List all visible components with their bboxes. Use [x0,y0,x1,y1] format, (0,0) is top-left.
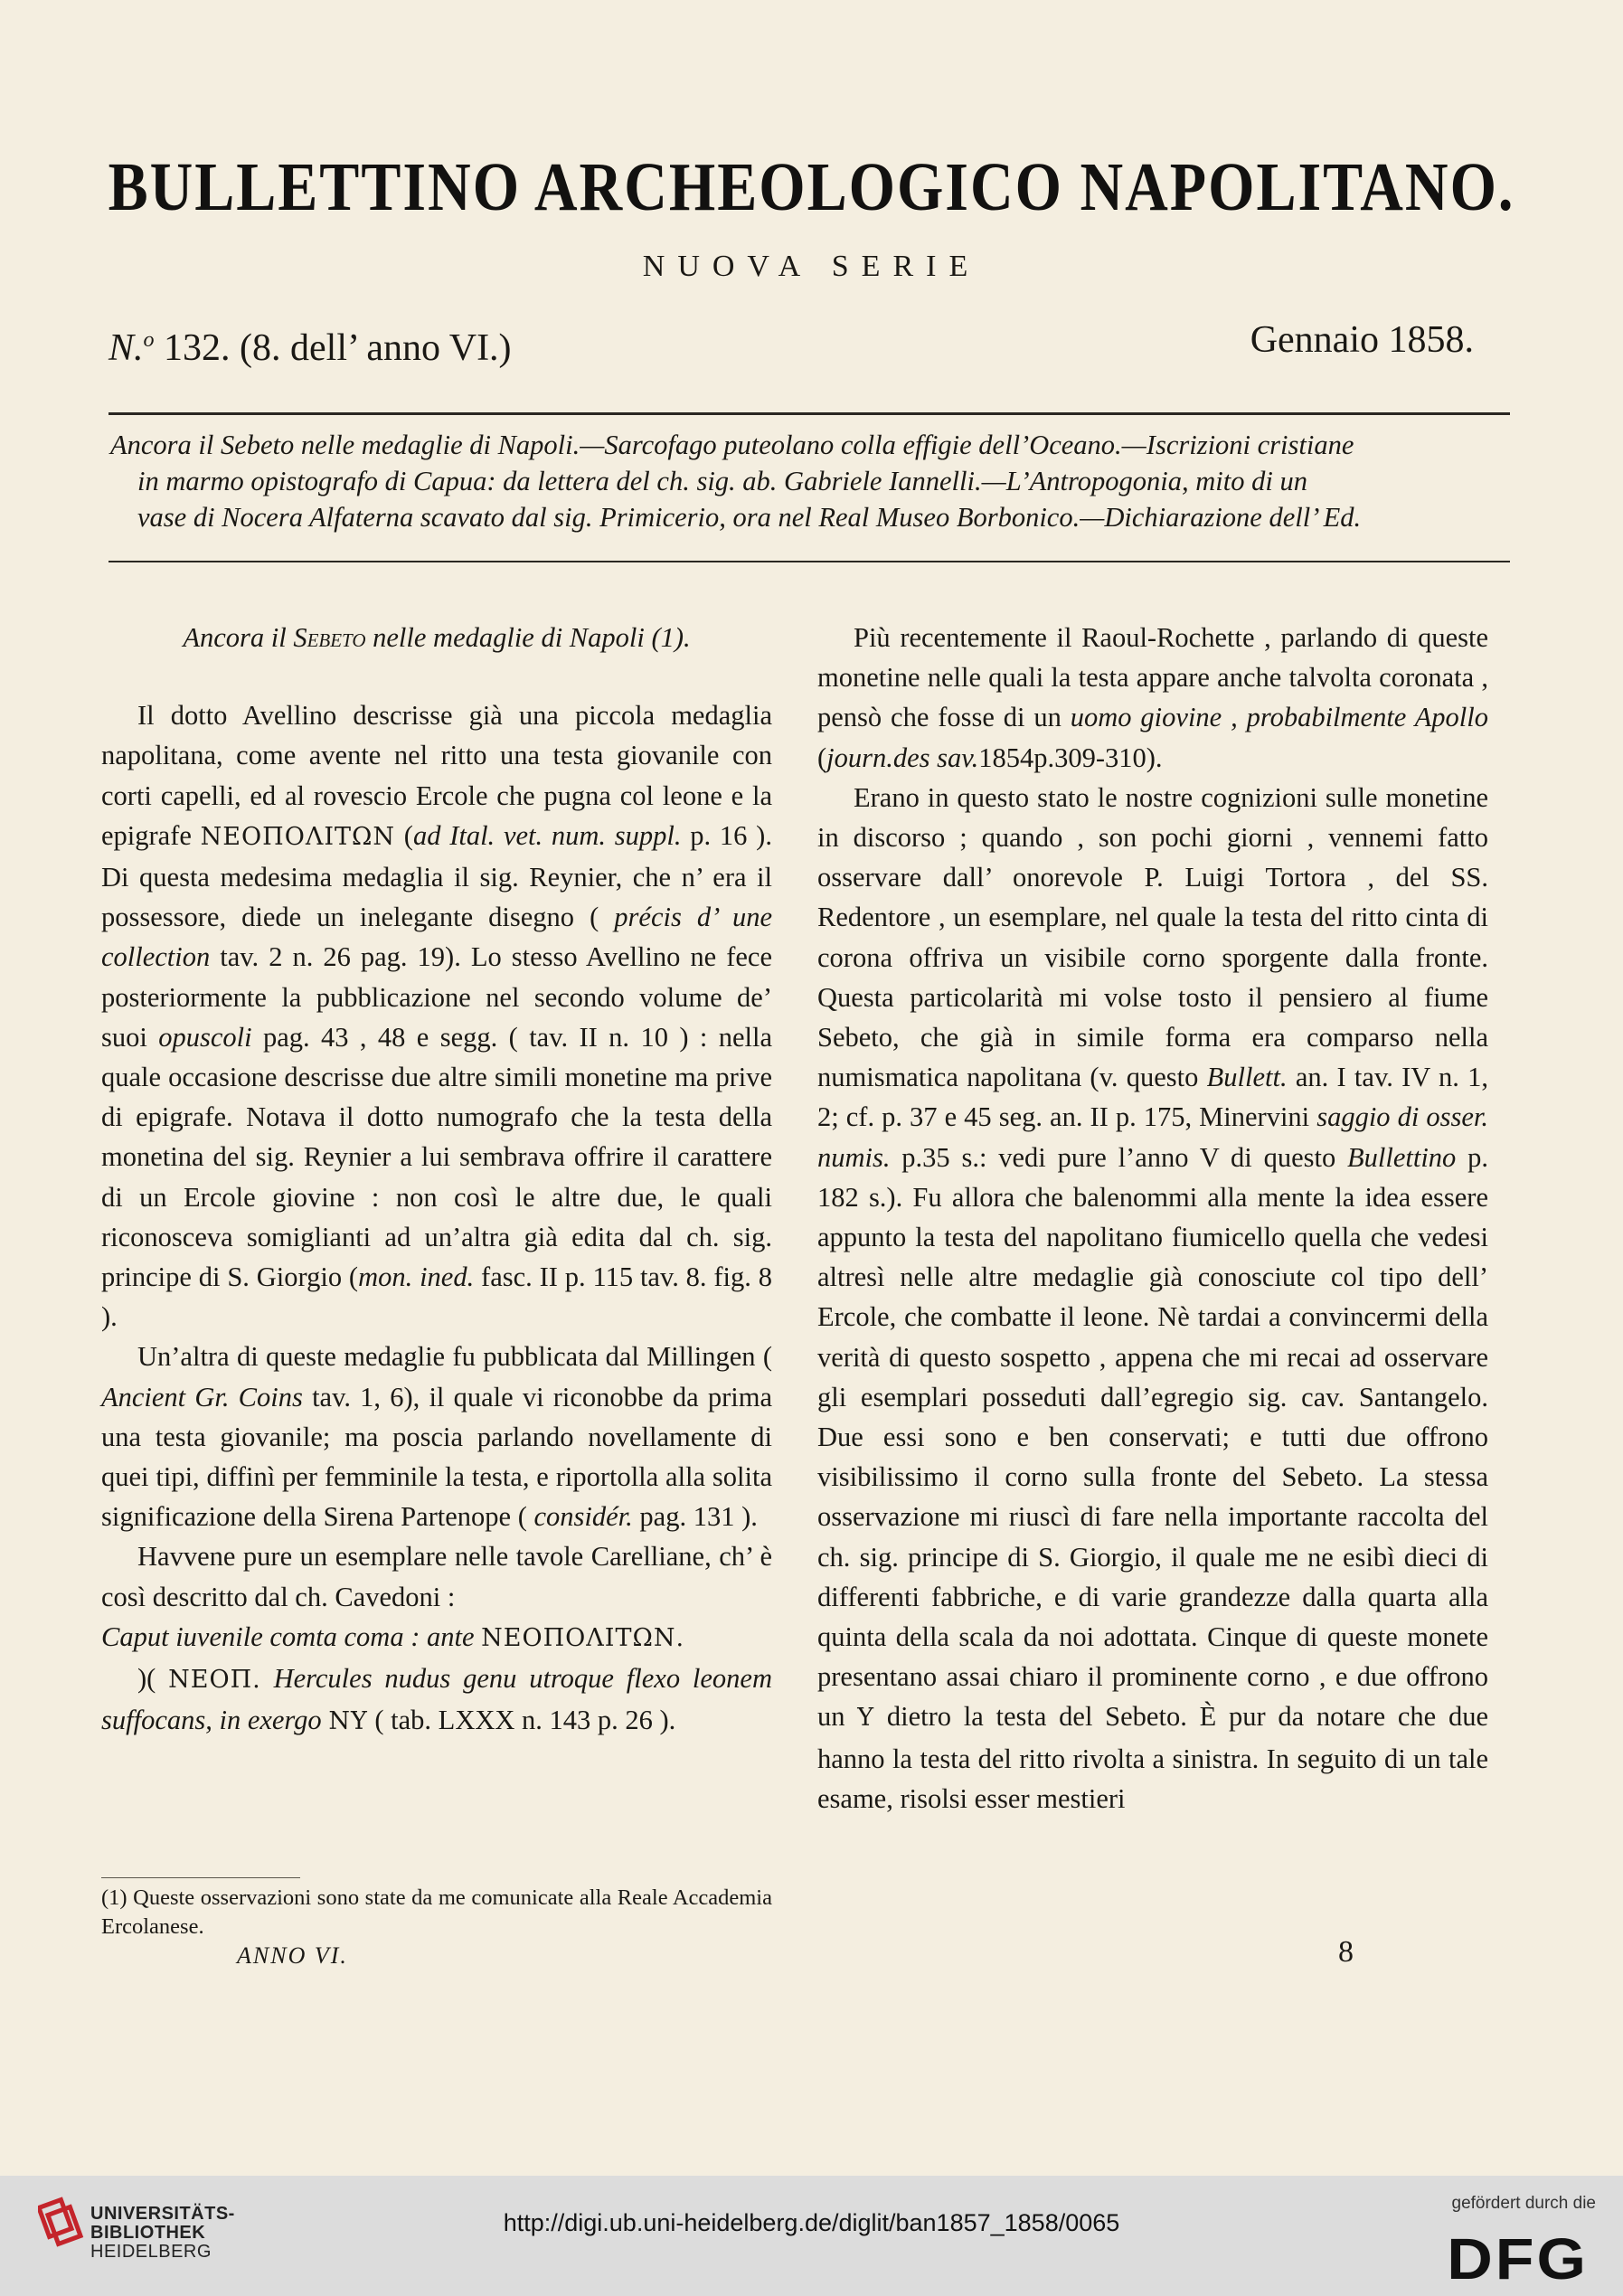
issue-number: N.$^o$ 132. (8. dell’ anno VI.) [109,327,512,369]
issue-line [109,315,1474,369]
paragraph: Un’altra di queste medaglie fu pubblicata dal Millingen ( Ancient Gr. Coins tav. 1, 6), il quale vi riconobbe da prima una testa giovanile; ma poscia parlando novellamente di quei tipi, diffinì per femminile la testa, e riportolla alla solita significazione della Sirena Partenope ( considér. pag. 131 ). [101,1341,773,1533]
sponsor-label: gefördert durch die [1451,2194,1596,2213]
article-title: Ancora il Sebeto nelle medaglie di Napoli (1). [183,622,691,653]
left-column [101,618,772,1742]
paragraph: Havvene pure un esemplare nelle tavole Carelliane, ch’ è così descritto dal ch. Cavedoni : [101,1541,772,1612]
paragraph: Erano in questo stato le nostre cognizioni sulle monetine in discorso ; quando , son pochi giorni , vennemi fatto osservare dall’ onorevole P. Luigi Tortora , del SS. Redentore , un esemplare, nel quale la testa del ritto cinta di corona offriva un visibile corno sporgente dalla fronte. Questa particolarità mi volse tosto il pensiero al fiume Sebeto, che già in simile forma era comparso nella numismatica napolitana (v. questo Bullett. an. I tav. IV n. 1, 2; cf. p. 37 e 45 seg. an. II p. 175, Minervini saggio di osser. numis. p.35 s.: vedi pure l’anno V di questo Bullettino p. 182 s.). Fu allora che balenommi alla mente la idea essere appunto la testa del napolitano fiumicello quella che vedesi altresì nelle altre medaglie già conosciute col tipo dell’ Ercole, che combatte il leone. Nè tardai a convincermi della verità di questo sospetto , appena che mi recai ad osservare gli esemplari posseduti dall’egregio sig. cav. Santangelo. Due essi sono e ben conservati; e tutti due offrono visibilissimo il corno sulla fronte del Sebeto. La stessa osservazione mi riuscì di fare nella importante raccolta del ch. sig. principe di S. Giorgio, il quale me ne esibì dieci di differenti fabbriche, e di varie grandezze dalla quarta alla quinta della scala da noi adottata. Cinque di queste monete presentano assai chiaro il prominente corno , e due offrono un Υ dietro la testa del Sebeto. È pur da notare che due hanno la testa del ritto rivolta a sinistra. In seguito di un tale esame, risolsi esser mestieri [817,781,1489,1814]
dfg-logo: DFG [1447,2226,1589,2291]
paragraph: Più recentemente il Raoul-Rochette , parlando di queste monetine nelle quali la testa appare anche talvolta coronata , pensò che fosse di un uomo giovine , probabilmente Apollo (journ.des sav.1854p.309-310). [817,622,1488,773]
top-rule [109,412,1510,415]
contents-summary [110,427,1508,535]
paragraph: Il dotto Avellino descrisse già una piccola medaglia napolitana, come avente nel ritto una testa giovanile con corti capelli, ed al rovescio Ercole che pugna col leone e la epigrafe ΝΕΟΠΟΛΙΤΩΝ (ad Ital. vet. num. suppl. p. 16 ). Di questa medesima medaglia il sig. Reynier, che n’ era il possessore, diede un inelegante disegno ( précis d’ une collection tav. 2 n. 26 pag. 19). Lo stesso Avellino ne fece posteriormente la pubblicazione nel secondo volume de’ suoi opuscoli pag. 43 , 48 e segg. ( tav. II n. 10 ) : nella quale occasione descrisse due altre simili monetine ma prive di epigrafe. Notava il dotto numografo che la testa della monetina del sig. Reynier a lui sembrava offrire il carattere di un Ercole giovine : non così le altre due, le quali riconosceva somiglianti ad un’altra già edita dal ch. sig. principe di S. Giorgio (mon. ined. fasc. II p. 115 tav. 8. fig. 8 ). [101,700,772,1333]
signature-mark: ANNO VI. [237,1942,348,1969]
coin-description: )( ΝΕΟΠ. Hercules nudus genu utroque flexo leonem suffocans, in exergo ΝΥ ( tab. LXXX n. 143 p. 26 ). [101,1663,772,1736]
summary-line: vase di Nocera Alfaterna scavato dal sig. Primicerio, ora nel Real Museo Borbonico.—Dichiarazione dell’ Ed. [137,502,1362,533]
footnote: (1) Queste osservazioni sono state da me comunicate alla Reale Accademia Ercolanese. [101,1877,772,1942]
right-column [817,618,1488,1819]
journal-title: BULLETTINO ARCHEOLOGICO NAPOLITANO. [108,149,1515,226]
coin-description: Caput iuvenile comta coma : ante ΝΕΟΠΟΛΙΤΩΝ. [101,1620,685,1652]
series-label: NUOVA SERIE [642,250,981,283]
footnote-rule [101,1877,300,1878]
footer-bar [0,2176,1623,2296]
permalink[interactable]: http://digi.ub.uni-heidelberg.de/diglit/ban1857_1858/0065 [503,2209,1120,2236]
page-number: 8 [1338,1935,1354,1969]
bottom-rule [109,561,1510,562]
library-name: UNIVERSITÄTS- BIBLIOTHEK HEIDELBERG [90,2204,235,2262]
issue-date: Gennaio 1858. [1250,319,1474,361]
summary-line: in marmo opistografo di Capua: da lettera del ch. sig. ab. Gabriele Iannelli.—L’Antropogonia, mito di un [137,466,1307,496]
summary-line: Ancora il Sebeto nelle medaglie di Napoli.—Sarcofago puteolano colla effigie dell’Oceano.—Iscrizioni cristiane [110,430,1354,460]
